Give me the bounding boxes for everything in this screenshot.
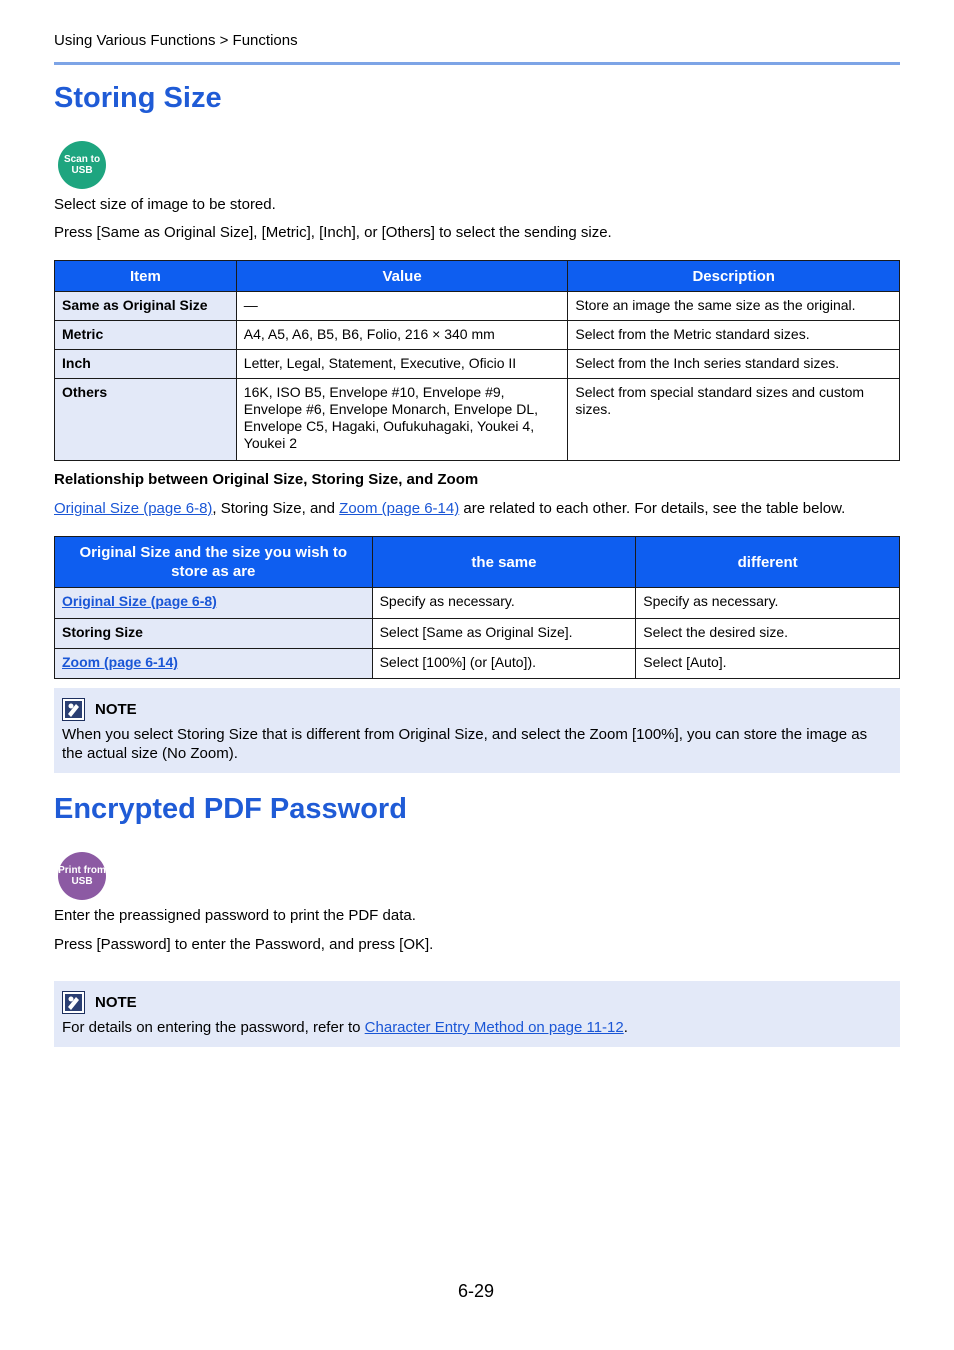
row-description: Select from special standard sizes and custom sizes.: [568, 379, 900, 461]
row-item: [55, 588, 373, 619]
badge-line1: Scan to: [63, 154, 101, 165]
table-row: [55, 350, 900, 379]
column-header: Description: [568, 261, 900, 292]
column-header: Value: [236, 261, 568, 292]
row-item: [55, 649, 373, 679]
row-value: A4, A5, A6, B5, B6, Folio, 216 × 340 mm: [236, 321, 568, 350]
column-header: different: [636, 537, 900, 588]
note-title: NOTE: [95, 994, 137, 1011]
header-rule: [54, 62, 900, 65]
print-from-usb-badge: [58, 852, 106, 900]
original-size-link[interactable]: Original Size (page 6-8): [62, 593, 217, 609]
relationship-paragraph: [54, 500, 845, 517]
table-header-row: [55, 261, 900, 292]
badge-line2: USB: [71, 876, 93, 887]
page-number: 6-29: [458, 1281, 495, 1301]
zoom-link[interactable]: Zoom (page 6-14): [62, 654, 178, 670]
table-row: [55, 588, 900, 619]
note-box: [54, 688, 900, 773]
row-value: Letter, Legal, Statement, Executive, Oficio II: [236, 350, 568, 379]
note-icon: [62, 991, 85, 1014]
relationship-table: [54, 536, 900, 679]
row-description: Select from the Metric standard sizes.: [568, 321, 900, 350]
note-text: When you select Storing Size that is different from Original Size, and select the Zoom [100%], you can store the image as the actual size (No Zoom).: [62, 726, 868, 762]
row-different: Select [Auto].: [636, 649, 900, 679]
note-header: [62, 698, 137, 721]
row-value: —: [236, 292, 568, 321]
row-same: Select [100%] (or [Auto]).: [372, 649, 636, 679]
character-entry-link[interactable]: Character Entry Method on page 11-12: [364, 1019, 624, 1036]
encrypted-desc-1: Enter the preassigned password to print the PDF data.: [54, 907, 416, 924]
column-header: the same: [372, 537, 636, 588]
row-same: Specify as necessary.: [372, 588, 636, 619]
zoom-link[interactable]: Zoom (page 6-14): [339, 500, 460, 517]
column-header: Item: [55, 261, 237, 292]
relationship-heading: Relationship between Original Size, Storing Size, and Zoom: [54, 471, 479, 488]
badge-line2: USB: [71, 165, 93, 176]
badge-line1: Print from: [58, 865, 106, 876]
note-text: [62, 1018, 628, 1037]
row-value: 16K, ISO B5, Envelope #10, Envelope #9, Envelope #6, Envelope Monarch, Envelope DL, Envelope C5, Hagaki, Oufukuhagaki, Youkei 4, Youkei 2: [236, 379, 568, 461]
column-header: Original Size and the size you wish to store as are: [55, 537, 373, 588]
section-title-storing-size: Storing Size: [54, 82, 222, 114]
encrypted-desc-2: Press [Password] to enter the Password, and press [OK].: [54, 936, 434, 953]
row-different: Select the desired size.: [636, 619, 900, 649]
row-same: Select [Same as Original Size].: [372, 619, 636, 649]
row-item: Metric: [55, 321, 237, 350]
storing-desc-1: Select size of image to be stored.: [54, 196, 276, 213]
relationship-text-2: are related to each other. For details, see the table below.: [459, 500, 846, 517]
row-description: Store an image the same size as the original.: [568, 292, 900, 321]
note-text-after: .: [623, 1019, 628, 1036]
storing-size-table: [54, 260, 900, 461]
table-row: [55, 619, 900, 649]
breadcrumb: Using Various Functions > Functions: [54, 32, 298, 49]
row-different: Specify as necessary.: [636, 588, 900, 619]
row-item: Others: [55, 379, 237, 461]
note-icon: [62, 698, 85, 721]
table-header-row: [55, 537, 900, 588]
row-item: Inch: [55, 350, 237, 379]
original-size-link[interactable]: Original Size (page 6-8): [54, 500, 213, 517]
note-box: [54, 981, 900, 1047]
section-title-encrypted-pdf-password: Encrypted PDF Password: [54, 793, 407, 825]
table-row: [55, 379, 900, 461]
table-row: [55, 321, 900, 350]
note-header: [62, 991, 137, 1014]
row-description: Select from the Inch series standard sizes.: [568, 350, 900, 379]
storing-desc-2: Press [Same as Original Size], [Metric], [Inch], or [Others] to select the sending size.: [54, 224, 612, 241]
note-title: NOTE: [95, 701, 137, 718]
row-item: Same as Original Size: [55, 292, 237, 321]
relationship-text-1: , Storing Size, and: [212, 500, 340, 517]
note-text-before: For details on entering the password, refer to: [62, 1019, 365, 1036]
table-row: [55, 292, 900, 321]
table-row: [55, 649, 900, 679]
row-item: Storing Size: [55, 619, 373, 649]
scan-to-usb-badge: [58, 141, 106, 189]
